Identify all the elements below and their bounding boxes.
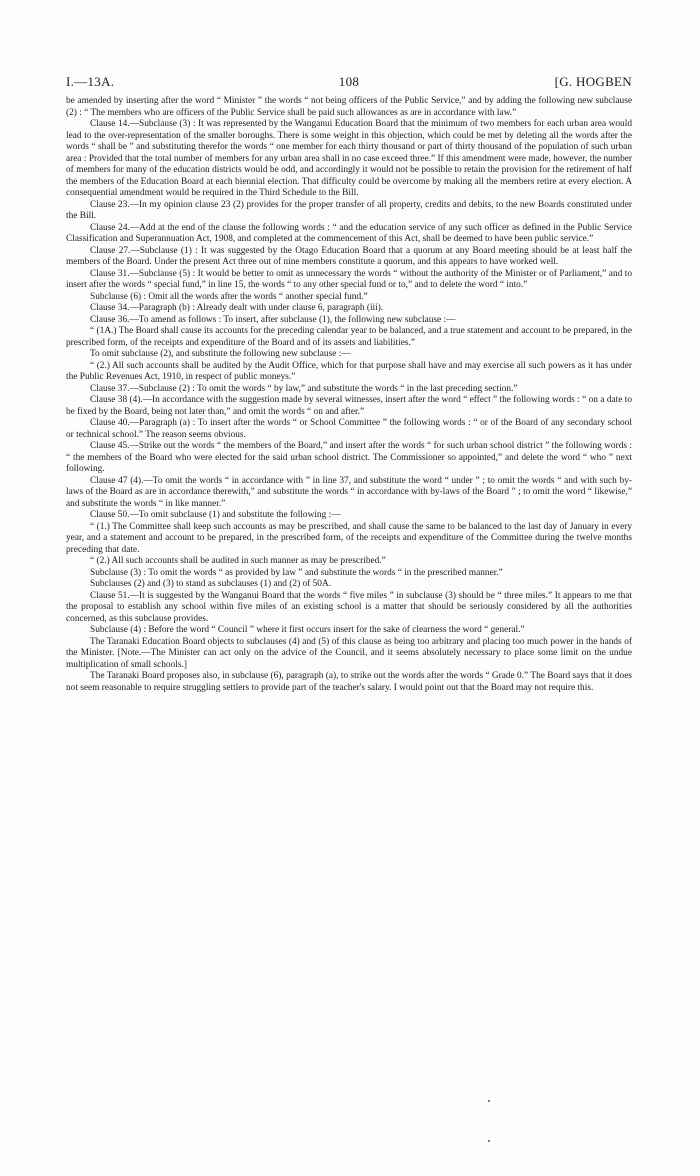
paragraph: The Taranaki Board proposes also, in subclause (6), paragraph (a), to strike out the words after the words “ Grade 0.” The Board says that it does not seem reasonable to require struggling settlers to provide part of the teacher's salary. I would point out that the Board may not require this. (66, 671, 632, 693)
paragraph: Clause 47 (4).—To omit the words “ in accordance with ” in line 37, and substitute the word “ under ” ; to omit the words “ and with such by-laws of the Board as are in accordance therewith,” and substitute the words “ in accordance with by-laws of the Board ” ; to omit the word “ likewise,” and substitute the words “ in like manner.” (66, 475, 632, 509)
paragraph: Clause 36.—To amend as follows : To insert, after subclause (1), the following new subclause :— (90, 314, 456, 325)
paragraph: Subclause (6) : Omit all the words after the words “ another special fund.” (90, 291, 368, 302)
paragraph: Clause 34.—Paragraph (b) : Already dealt with under clause 6, paragraph (iii). (90, 303, 384, 313)
ink-speck (488, 1140, 490, 1142)
paragraph: Clause 50.—To omit subclause (1) and substitute the following :— (90, 510, 341, 520)
paragraph: be amended by inserting after the word “ Minister ” the words “ not being officers of the Public Service,” and by adding the following new subclause (2) : “ The members who are officers of the Public Service shall be paid such allowances as are in accordance with law.” (66, 96, 632, 118)
paragraph: Clause 24.—Add at the end of the clause the following words : “ and the education service of any such officer as defined in the Public Service Classification and Superannuation Act, 1908, and completed at the commencement of this Act, shall be deemed to have been public service.” (66, 222, 632, 244)
document-reference: I.—13A. (66, 74, 115, 89)
ink-speck (488, 1100, 490, 1102)
page-header (66, 74, 632, 94)
paragraph: “ (1A.) The Board shall cause its accounts for the preceding calendar year to be balanced, and a true statement and account to be prepared, in the prescribed form, of the receipts and expenditure of the Board and of its assets and liabilities.” (66, 326, 632, 348)
page-number: 108 (338, 74, 360, 89)
paragraph: Clause 45.—Strike out the words “ the members of the Board,” and insert after the words “ for such urban school district ” the following words : “ the members of the Board who were elected for the said urban school district. The Commissioner so appointed,” and delete the word “ who ” next following. (66, 441, 632, 474)
paragraph: “ (2.) All such accounts shall be audited by the Audit Office, which for that purpose shall have and may exercise all such powers as it has under the Public Revenues Act, 1910, in respect of public moneys.” (66, 360, 632, 382)
paragraph: Clause 14.—Subclause (3) : It was represented by the Wanganui Education Board that the minimum of two members for each urban area would lead to the over-representation of the smaller boroughs. There is some weight in this objection, which could be met by deleting all the words after the words “ shall be ” and substituting therefor the words “ one member for each thirty thousand or part of thirty thousand of the population of such urban area : Provided that the total number of members for any urban area shall in no case exceed three.” If this amendment were made, however, the number of members for many of the education districts would be odd, and accordingly it would not be possible to retain the provision for the retirement of half the members of the Education Board at each biennial election. That difficulty could be overcome by making all the members retire at every election. A consequential amendment would be required in the Third Schedule to the Bill. (66, 119, 632, 198)
document-body (66, 96, 632, 694)
paragraph: “ (1.) The Committee shall keep such accounts as may be prescribed, and shall cause the same to be balanced to the last day of January in every year, and a statement and account to be prepared, in the prescribed form, of the receipts and expenditure of the Committee during the twelve months preceding that date. (66, 521, 632, 555)
paragraph: Clause 27.—Subclause (1) : It was suggested by the Otago Education Board that a quorum at any Board meeting should be at least half the members of the Board. Under the present Act three out of nine members constitute a quorum, and this appears to have worked well. (66, 245, 632, 267)
paragraph: Clause 38 (4).—In accordance with the suggestion made by several witnesses, insert after the word “ effect ” the following words : “ on a date to be fixed by the Board, being not later than,” and omit the words “ on and after.” (66, 395, 632, 417)
paragraph: To omit subclause (2), and substitute the following new subclause :— (90, 349, 351, 359)
paragraph: Subclause (4) : Before the word “ Council ” where it first occurs insert for the sake of clearness the word “ general.” (90, 625, 525, 635)
paragraph: Clause 23.—In my opinion clause 23 (2) provides for the proper transfer of all property, credits and debits, to the new Boards constituted under the Bill. (66, 199, 632, 221)
paragraph: Clause 51.—It is suggested by the Wanganui Board that the words “ five miles ” in subclause (3) should be “ three miles.” It appears to me that the proposal to establish any school within five miles of an existing school is a matter that should be seriously considered by all the authorities concerned, as this subclause provides. (66, 590, 632, 624)
paragraph: Clause 37.—Subclause (2) : To omit the words “ by law,” and substitute the words “ in the last preceding section.” (90, 383, 518, 394)
author-reference: [G. HOGBEN (554, 74, 632, 89)
paragraph: Clause 40.—Paragraph (a) : To insert after the words “ or School Committee ” the following words : “ or of the Board of any secondary school or technical school.” The reason seems obvious. (66, 418, 632, 440)
paragraph: Clause 31.—Subclause (5) : It would be better to omit as unnecessary the words “ without the authority of the Minister or of Parliament,” and to insert after the words “ special fund,” in line 15, the words “ to any other special fund or to,” and to delete the word “ into.” (66, 268, 632, 290)
paragraph: Subclause (3) : To omit the words “ as provided by law ” and substitute the words “ in the prescribed manner.” (90, 567, 503, 578)
paragraph: “ (2.) All such accounts shall be audited in such manner as may be prescribed.” (90, 556, 386, 566)
paragraph: The Taranaki Education Board objects to subclauses (4) and (5) of this clause as being too arbitrary and placing too much power in the hands of the Minister. [Note.—The Minister can act only on the advice of the Council, and it seems absolutely necessary to place some limit on the undue multiplication of small schools.] (66, 636, 632, 670)
paragraph: Subclauses (2) and (3) to stand as subclauses (1) and (2) of 50A. (90, 579, 332, 589)
